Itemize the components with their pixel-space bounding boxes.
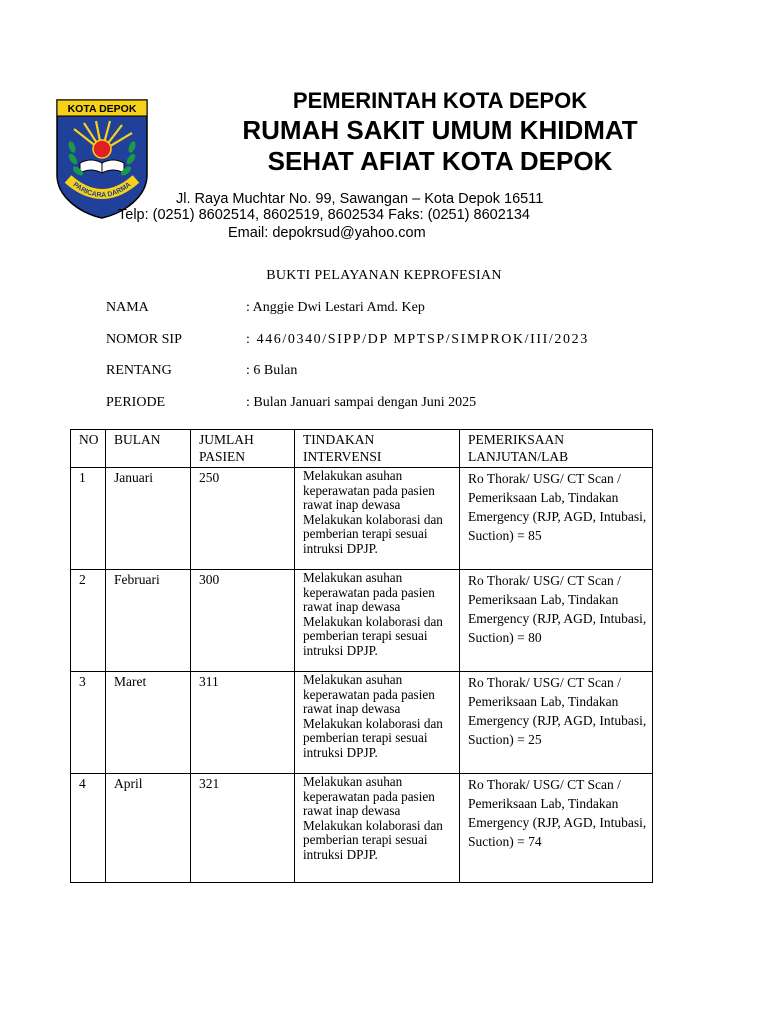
field-value-periode: : Bulan Januari sampai dengan Juni 2025 [246,395,477,410]
cell-no: 4 [71,774,106,883]
cell-no: 1 [71,468,106,570]
cell-jumlah: 311 [191,672,295,774]
table-row [71,672,653,774]
field-value-nama: : Anggie Dwi Lestari Amd. Kep [246,300,425,315]
table-row [71,570,653,672]
header-pemeriksaan-lab: PEMERIKSAAN LANJUTAN/LAB [460,430,653,468]
document-title: BUKTI PELAYANAN KEPROFESIAN [266,268,502,283]
logo-title: KOTA DEPOK [67,103,137,115]
field-label-rentang: RENTANG [106,363,172,378]
service-table [70,429,653,883]
email: Email: depokrsud@yahoo.com [228,225,426,241]
logo-motto: PARICARA DARMA [71,181,133,200]
gov-name: PEMERINTAH KOTA DEPOK [292,88,588,113]
header-no: NO [71,430,106,468]
cell-tindakan: Melakukan asuhan keperawatan pada pasien rawat inap dewasa Melakukan kolaborasi dan pemberian terapi sesuai intruksi DPJP. [295,570,460,672]
field-label-periode: PERIODE [106,395,166,410]
phone-fax: Telp: (0251) 8602514, 8602519, 8602534 Faks: (0251) 8602134 [118,207,530,223]
cell-tindakan: Melakukan asuhan keperawatan pada pasien rawat inap dewasa Melakukan kolaborasi dan pemberian terapi sesuai intruksi DPJP. [295,774,460,883]
cell-jumlah: 250 [191,468,295,570]
cell-tindakan: Melakukan asuhan keperawatan pada pasien rawat inap dewasa Melakukan kolaborasi dan pemberian terapi sesuai intruksi DPJP. [295,672,460,774]
cell-jumlah: 321 [191,774,295,883]
header-jumlah-pasien: JUMLAH PASIEN [191,430,295,468]
field-value-nomor-sip: : 446/0340/SIPP/DP MPTSP/SIMPROK/III/2023 [246,332,589,347]
table-header-row [71,430,653,468]
cell-bulan: Maret [106,672,191,774]
cell-pemeriksaan: Ro Thorak/ USG/ CT Scan / Pemeriksaan Lab, Tindakan Emergency (RJP, AGD, Intubasi, Suction) = 74 [460,774,653,883]
cell-bulan: April [106,774,191,883]
cell-bulan: Januari [106,468,191,570]
cell-jumlah: 300 [191,570,295,672]
field-label-nama: NAMA [106,300,149,315]
cell-pemeriksaan: Ro Thorak/ USG/ CT Scan / Pemeriksaan Lab, Tindakan Emergency (RJP, AGD, Intubasi, Suction) = 25 [460,672,653,774]
header-tindakan-intervensi: TINDAKAN INTERVENSI [295,430,460,468]
hospital-name: RUMAH SAKIT UMUM KHIDMAT [242,115,638,145]
field-label-nomor-sip: NOMOR SIP [106,332,182,347]
cell-tindakan: Melakukan asuhan keperawatan pada pasien rawat inap dewasa Melakukan kolaborasi dan pemberian terapi sesuai intruksi DPJP. [295,468,460,570]
cell-pemeriksaan: Ro Thorak/ USG/ CT Scan / Pemeriksaan Lab, Tindakan Emergency (RJP, AGD, Intubasi, Suction) = 85 [460,468,653,570]
table-row [71,468,653,570]
kota-depok-logo [54,97,150,220]
header-bulan: BULAN [106,430,191,468]
cell-bulan: Februari [106,570,191,672]
address: Jl. Raya Muchtar No. 99, Sawangan – Kota Depok 16511 [176,191,544,207]
cell-pemeriksaan: Ro Thorak/ USG/ CT Scan / Pemeriksaan Lab, Tindakan Emergency (RJP, AGD, Intubasi, Suction) = 80 [460,570,653,672]
field-value-rentang: : 6 Bulan [246,363,298,378]
cell-no: 2 [71,570,106,672]
cell-no: 3 [71,672,106,774]
hospital-name-2: SEHAT AFIAT KOTA DEPOK [267,146,613,176]
table-row [71,774,653,883]
